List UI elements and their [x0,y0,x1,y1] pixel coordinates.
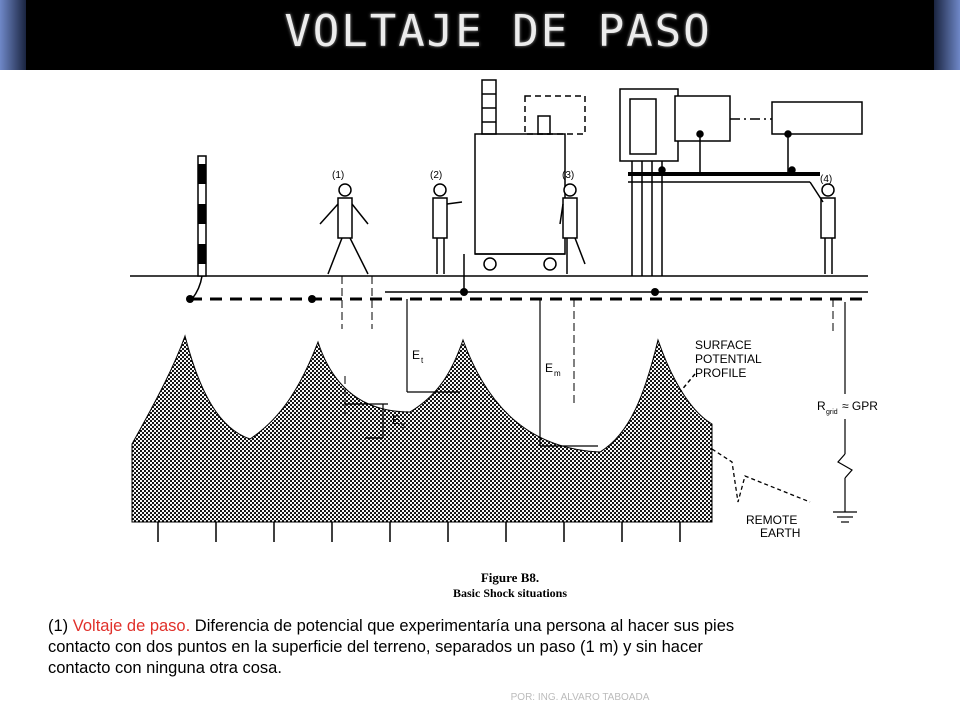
person-4 [810,182,835,274]
svg-text:grid: grid [826,409,838,416]
label-gpr: ≈ GPR [842,399,878,413]
description-line-3: contacto con ninguna otra cosa. [48,659,282,677]
person-label-4: (4) [820,174,833,185]
person-label-3: (3) [562,170,575,181]
surface-label-arrow [680,374,695,392]
svg-text:m: m [554,369,561,378]
description-line-1: Diferencia de potencial que experimentaría una persona al hacer sus pies [194,617,735,635]
surface-label-1: SURFACE [695,338,752,352]
bottom-ticks [158,522,680,542]
remote-earth-curve [712,449,810,502]
svg-text:s: s [401,421,405,430]
label-em: E [545,361,554,375]
description [48,616,928,679]
grid-node [308,295,316,303]
description-number: (1) [48,617,69,635]
step-voltage-diagram [120,74,880,554]
remote-earth-label-1: REMOTE [746,513,798,527]
person-1 [320,184,368,274]
figure-title: Figure B8. [480,570,540,585]
label-et: E [412,348,421,362]
footer-credit: POR: ING. ALVARO TABOADA [510,692,650,703]
remote-earth-label-2: EARTH [760,526,801,540]
surface-label-2: POTENTIAL [695,352,762,366]
fence-post [192,156,206,299]
grid-node [651,288,659,296]
description-line-2: contacto con dos puntos en la superficie del terreno, separados un paso (1 m) y sin hacer [48,638,703,656]
svg-text:t: t [421,356,424,365]
label-rgrid: R [817,399,826,413]
label-es: E [392,413,401,427]
description-highlight: Voltaje de paso. [72,617,191,635]
person-2 [433,184,462,274]
reference-lines [342,276,833,414]
surface-label-3: PROFILE [695,366,747,380]
person-label-1: (1) [332,170,345,181]
slide-title: VOLTAJE DE PASO [284,6,712,57]
title-bar [0,0,960,70]
person-label-2: (2) [430,170,443,181]
person-3 [560,184,585,274]
figure-subtitle: Basic Shock situations [452,586,568,600]
